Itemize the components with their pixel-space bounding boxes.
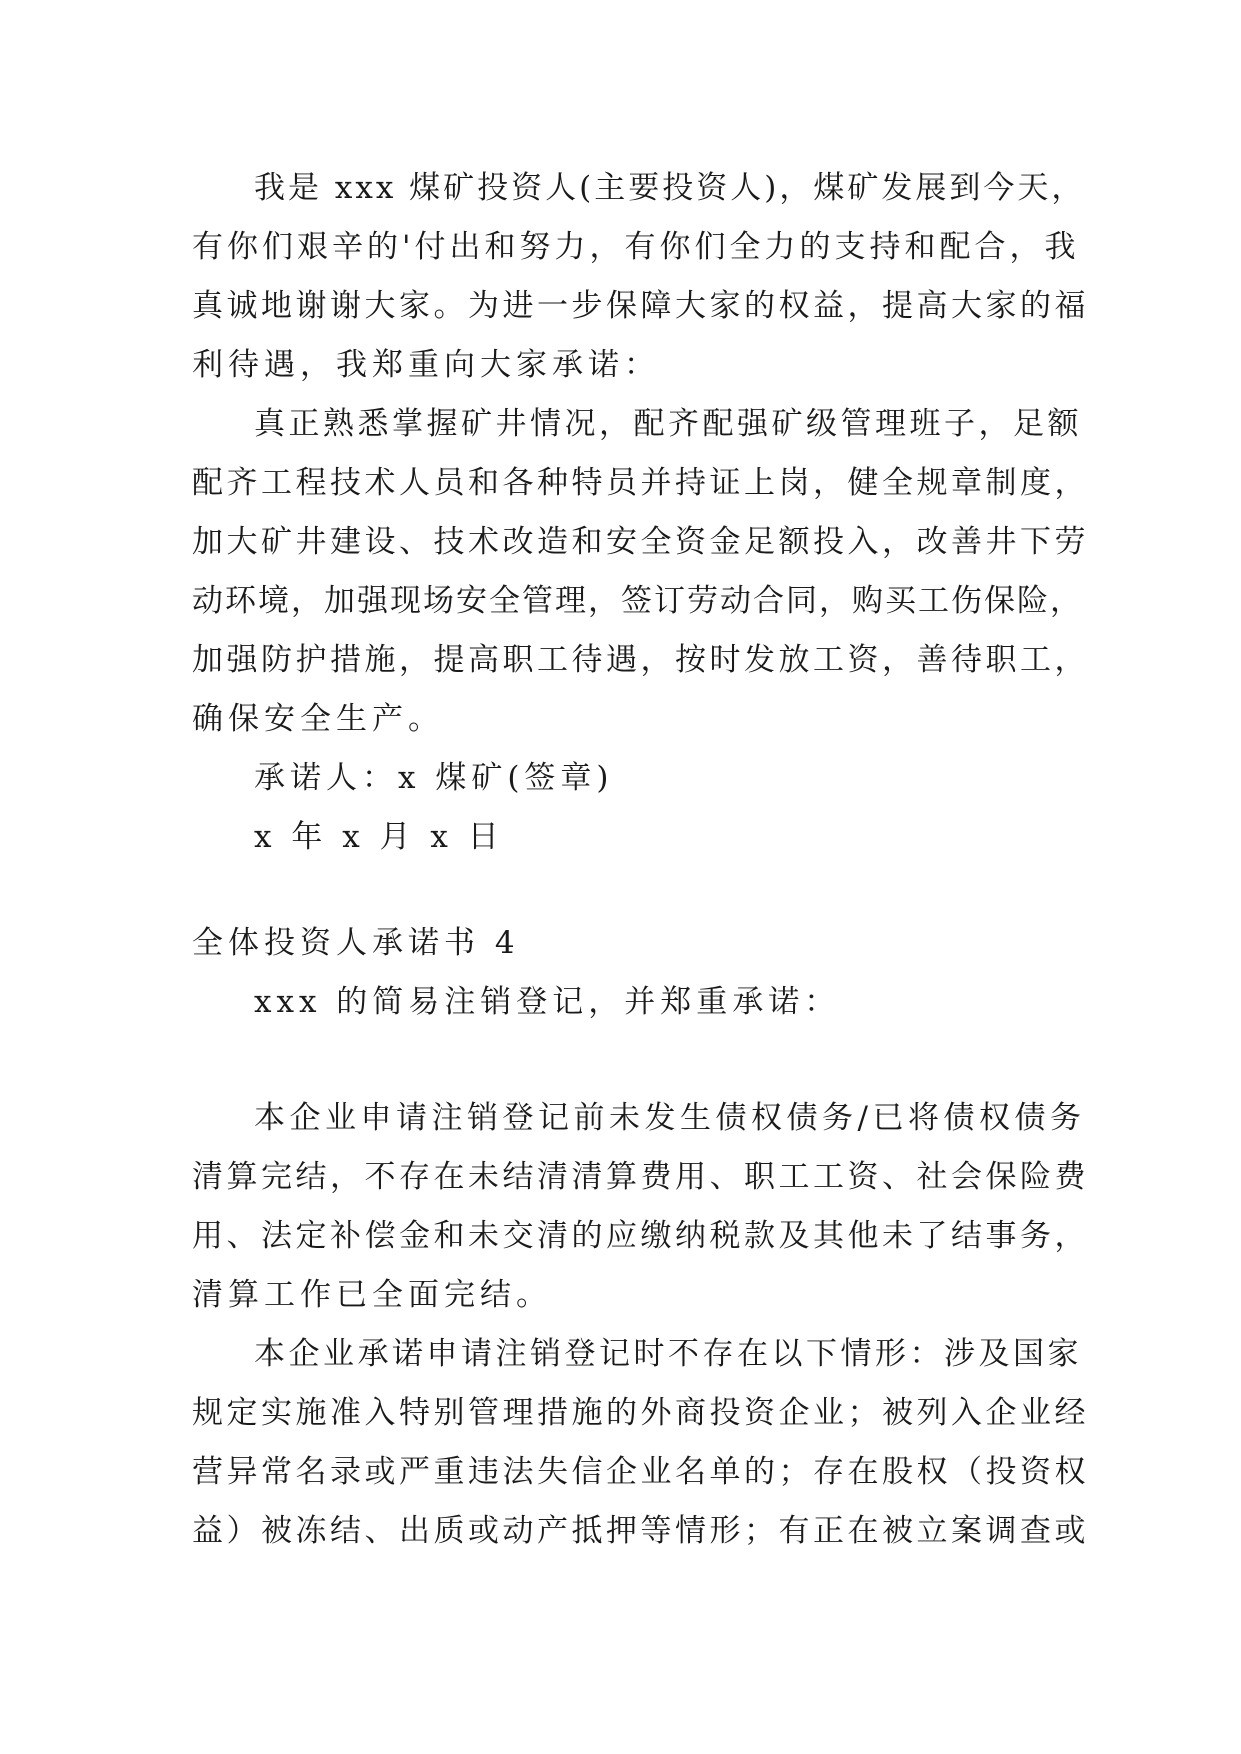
text-line: 加大矿井建设、技术改造和安全资金足额投入，改善井下劳 [192,524,1089,560]
text-line: 营异常名录或严重违法失信企业名单的；存在股权（投资权 [192,1454,1089,1490]
text-line: 动环境，加强现场安全管理，签订劳动合同，购买工伤保险， [192,583,1083,619]
text-line: 规定实施准入特别管理措施的外商投资企业；被列入企业经 [192,1395,1089,1431]
section-heading: 全体投资人承诺书 4 [192,925,520,961]
text-line: 用、法定补偿金和未交清的应缴纳税款及其他未了结事务， [192,1218,1089,1254]
text-line: xxx 的简易注销登记，并郑重承诺： [254,984,841,1020]
text-line: 我是 xxx 煤矿投资人(主要投资人)，煤矿发展到今天， [254,170,1086,206]
text-line: 清算工作已全面完结。 [192,1277,552,1313]
text-line: 配齐工程技术人员和各种特员并持证上岗，健全规章制度， [192,465,1089,501]
text-line: 真诚地谢谢大家。为进一步保障大家的权益，提高大家的福 [192,288,1089,324]
text-line: 本企业承诺申请注销登记时不存在以下情形：涉及国家 [254,1336,1082,1372]
text-line: 真正熟悉掌握矿井情况，配齐配强矿级管理班子，足额 [254,406,1082,442]
text-line: 清算完结，不存在未结清清算费用、职工工资、社会保险费 [192,1159,1089,1195]
text-line: 加强防护措施，提高职工待遇，按时发放工资，善待职工， [192,642,1089,678]
text-line: 本企业申请注销登记前未发生债权债务/已将债权债务 [254,1100,1086,1136]
text-line: 确保安全生产。 [192,701,444,737]
date-line: x 年 x 月 x 日 [254,819,504,855]
text-line: 益）被冻结、出质或动产抵押等情形；有正在被立案调查或 [192,1513,1089,1549]
text-line: 利待遇，我郑重向大家承诺： [192,347,660,383]
signatory-line: 承诺人：x 煤矿(签章) [254,760,614,796]
text-line: 有你们艰辛的'付出和努力，有你们全力的支持和配合，我 [192,229,1080,265]
